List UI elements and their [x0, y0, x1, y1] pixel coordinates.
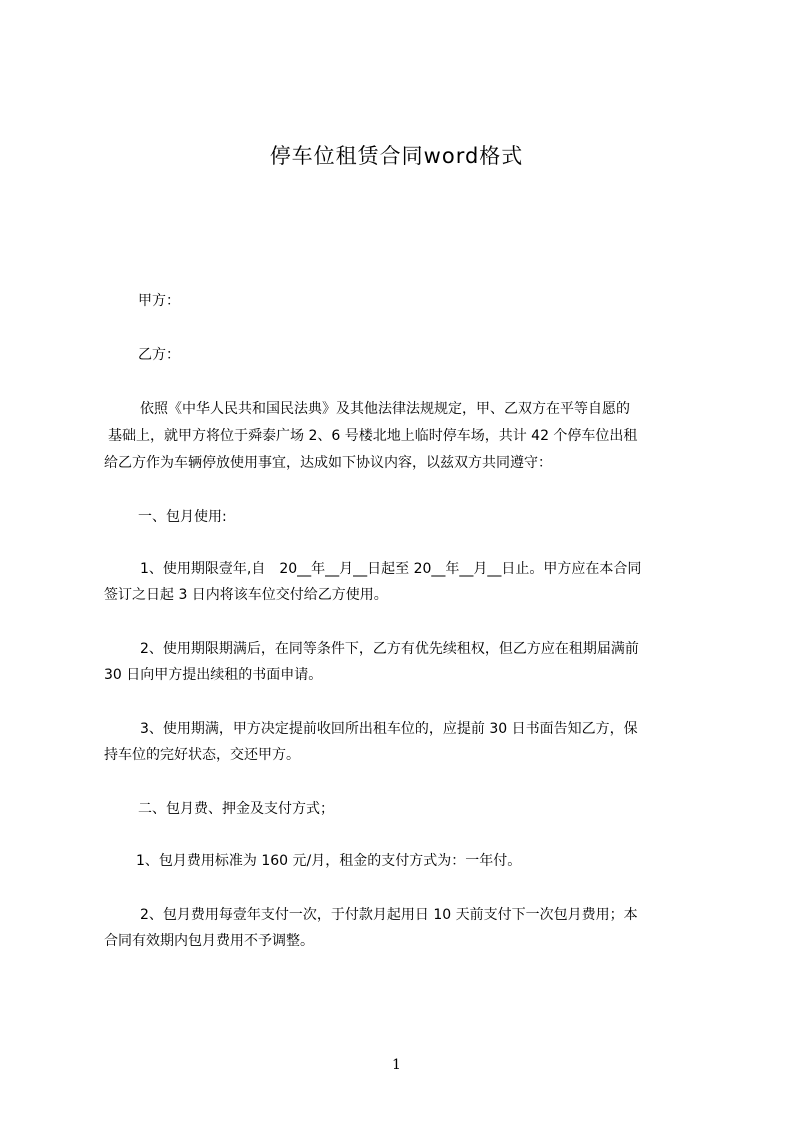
- preamble-line-2: 基础上，就甲方将位于舜泰广场 2、6 号楼北地上临时停车场，共计 42 个停车位出租: [108, 428, 638, 444]
- clause-line: 持车位的完好状态，交还甲方。: [104, 747, 300, 763]
- clause-line: 3、使用期满，甲方决定提前收回所出租车位的，应提前 30 日书面告知乙方，保: [140, 721, 638, 737]
- clause-line: 1、使用期限壹年,自 20__年__月__日起至 20__年__月__日止。甲方应在本合同: [140, 561, 642, 577]
- section-1-heading: 一、包月使用:: [138, 509, 227, 525]
- page-number: 1: [392, 1057, 401, 1073]
- clause-line: 2、使用期限期满后，在同等条件下，乙方有优先续租权，但乙方应在租期届满前: [140, 641, 639, 657]
- clause-line: 30 日向甲方提出续租的书面申请。: [104, 667, 323, 683]
- preamble-line-1: 依照《中华人民共和国民法典》及其他法律法规规定，甲、乙双方在平等自愿的: [140, 401, 630, 417]
- preamble-line-3: 给乙方作为车辆停放使用事宜，达成如下协议内容，以兹双方共同遵守：: [104, 455, 552, 471]
- clause-line: 合同有效期内包月费用不予调整。: [104, 933, 314, 949]
- party-a-label: 甲方：: [138, 293, 180, 309]
- section-2-heading: 二、包月费、押金及支付方式；: [138, 801, 334, 817]
- clause-line: 1、包月费用标准为 160 元/月，租金的支付方式为：一年付。: [136, 853, 522, 869]
- document-title: 停车位租赁合同word格式: [269, 144, 524, 168]
- party-b-label: 乙方：: [138, 347, 180, 363]
- clause-line: 2、包月费用每壹年支付一次，于付款月起用日 10 天前支付下一次包月费用；本: [140, 907, 638, 923]
- clause-line: 签订之日起 3 日内将该车位交付给乙方使用。: [104, 587, 388, 603]
